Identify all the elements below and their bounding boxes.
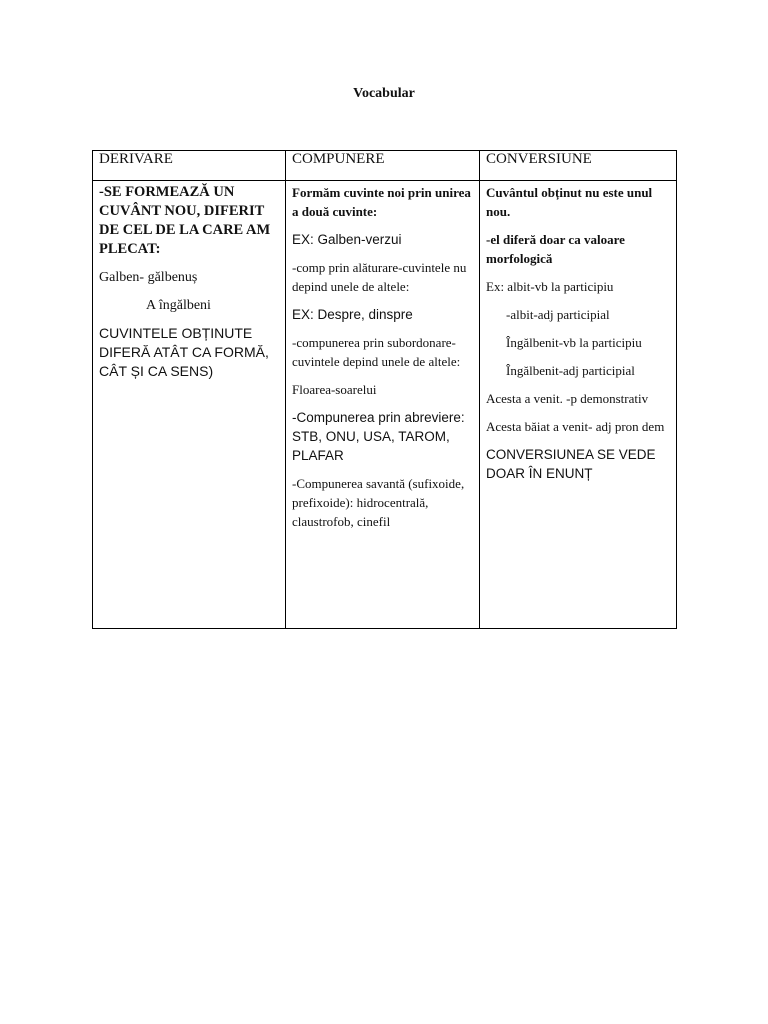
compunere-savanta: -Compunerea savantă (sufixoide, prefixoide): hidrocentrală, claustrofob, cinefil xyxy=(292,476,465,529)
conversiune-example-1: Ex: albit-vb la participiu xyxy=(486,279,614,294)
conversiune-note: CONVERSIUNEA SE VEDE DOAR ÎN ENUNȚ xyxy=(486,447,656,481)
header-compunere: COMPUNERE xyxy=(286,151,480,181)
conversiune-example-3: Îngălbenit-vb la participiu xyxy=(506,335,642,350)
compunere-example-1: EX: Galben-verzui xyxy=(292,232,402,247)
cell-conversiune xyxy=(480,181,677,629)
vocabulary-table xyxy=(92,150,677,629)
table-row xyxy=(93,181,677,629)
derivare-lead: -SE FORMEAZĂ UN CUVÂNT NOU, DIFERIT DE CEL DE LA CARE AM PLECAT: xyxy=(99,184,271,257)
compunere-subordonare: -compunerea prin subordonare-cuvintele depind unele de altele: xyxy=(292,335,461,369)
conversiune-example-5: Acesta a venit. -p demonstrativ xyxy=(486,391,649,406)
derivare-example-1: Galben- gălbenuș xyxy=(99,270,198,285)
compunere-example-2: EX: Despre, dinspre xyxy=(292,307,413,322)
table-header-row xyxy=(93,151,677,181)
compunere-abreviere: -Compunerea prin abreviere: STB, ONU, USA, TAROM, PLAFAR xyxy=(292,410,465,463)
header-derivare: DERIVARE xyxy=(93,151,286,181)
header-conversiune: CONVERSIUNE xyxy=(480,151,677,181)
conversiune-example-6: Acesta băiat a venit- adj pron dem xyxy=(486,419,665,434)
conversiune-difera: -el diferă doar ca valoare morfologică xyxy=(486,232,625,266)
page-title: Vocabular xyxy=(353,86,415,101)
derivare-note: CUVINTELE OBȚINUTE DIFERĂ ATÂT CA FORMĂ, CÂT ȘI CA SENS) xyxy=(99,325,269,379)
conversiune-example-4: Îngălbenit-adj participial xyxy=(506,363,635,378)
derivare-example-2: A îngălbeni xyxy=(146,298,211,313)
conversiune-lead: Cuvântul obținut nu este unul nou. xyxy=(486,185,653,219)
cell-compunere xyxy=(286,181,480,629)
compunere-alaturare: -comp prin alăturare-cuvintele nu depind unele de altele: xyxy=(292,260,467,294)
cell-derivare xyxy=(93,181,286,629)
compunere-example-3: Floarea-soarelui xyxy=(292,382,377,397)
compunere-lead: Formăm cuvinte noi prin unirea a două cuvinte: xyxy=(292,185,471,219)
conversiune-example-2: -albit-adj participial xyxy=(506,307,610,322)
